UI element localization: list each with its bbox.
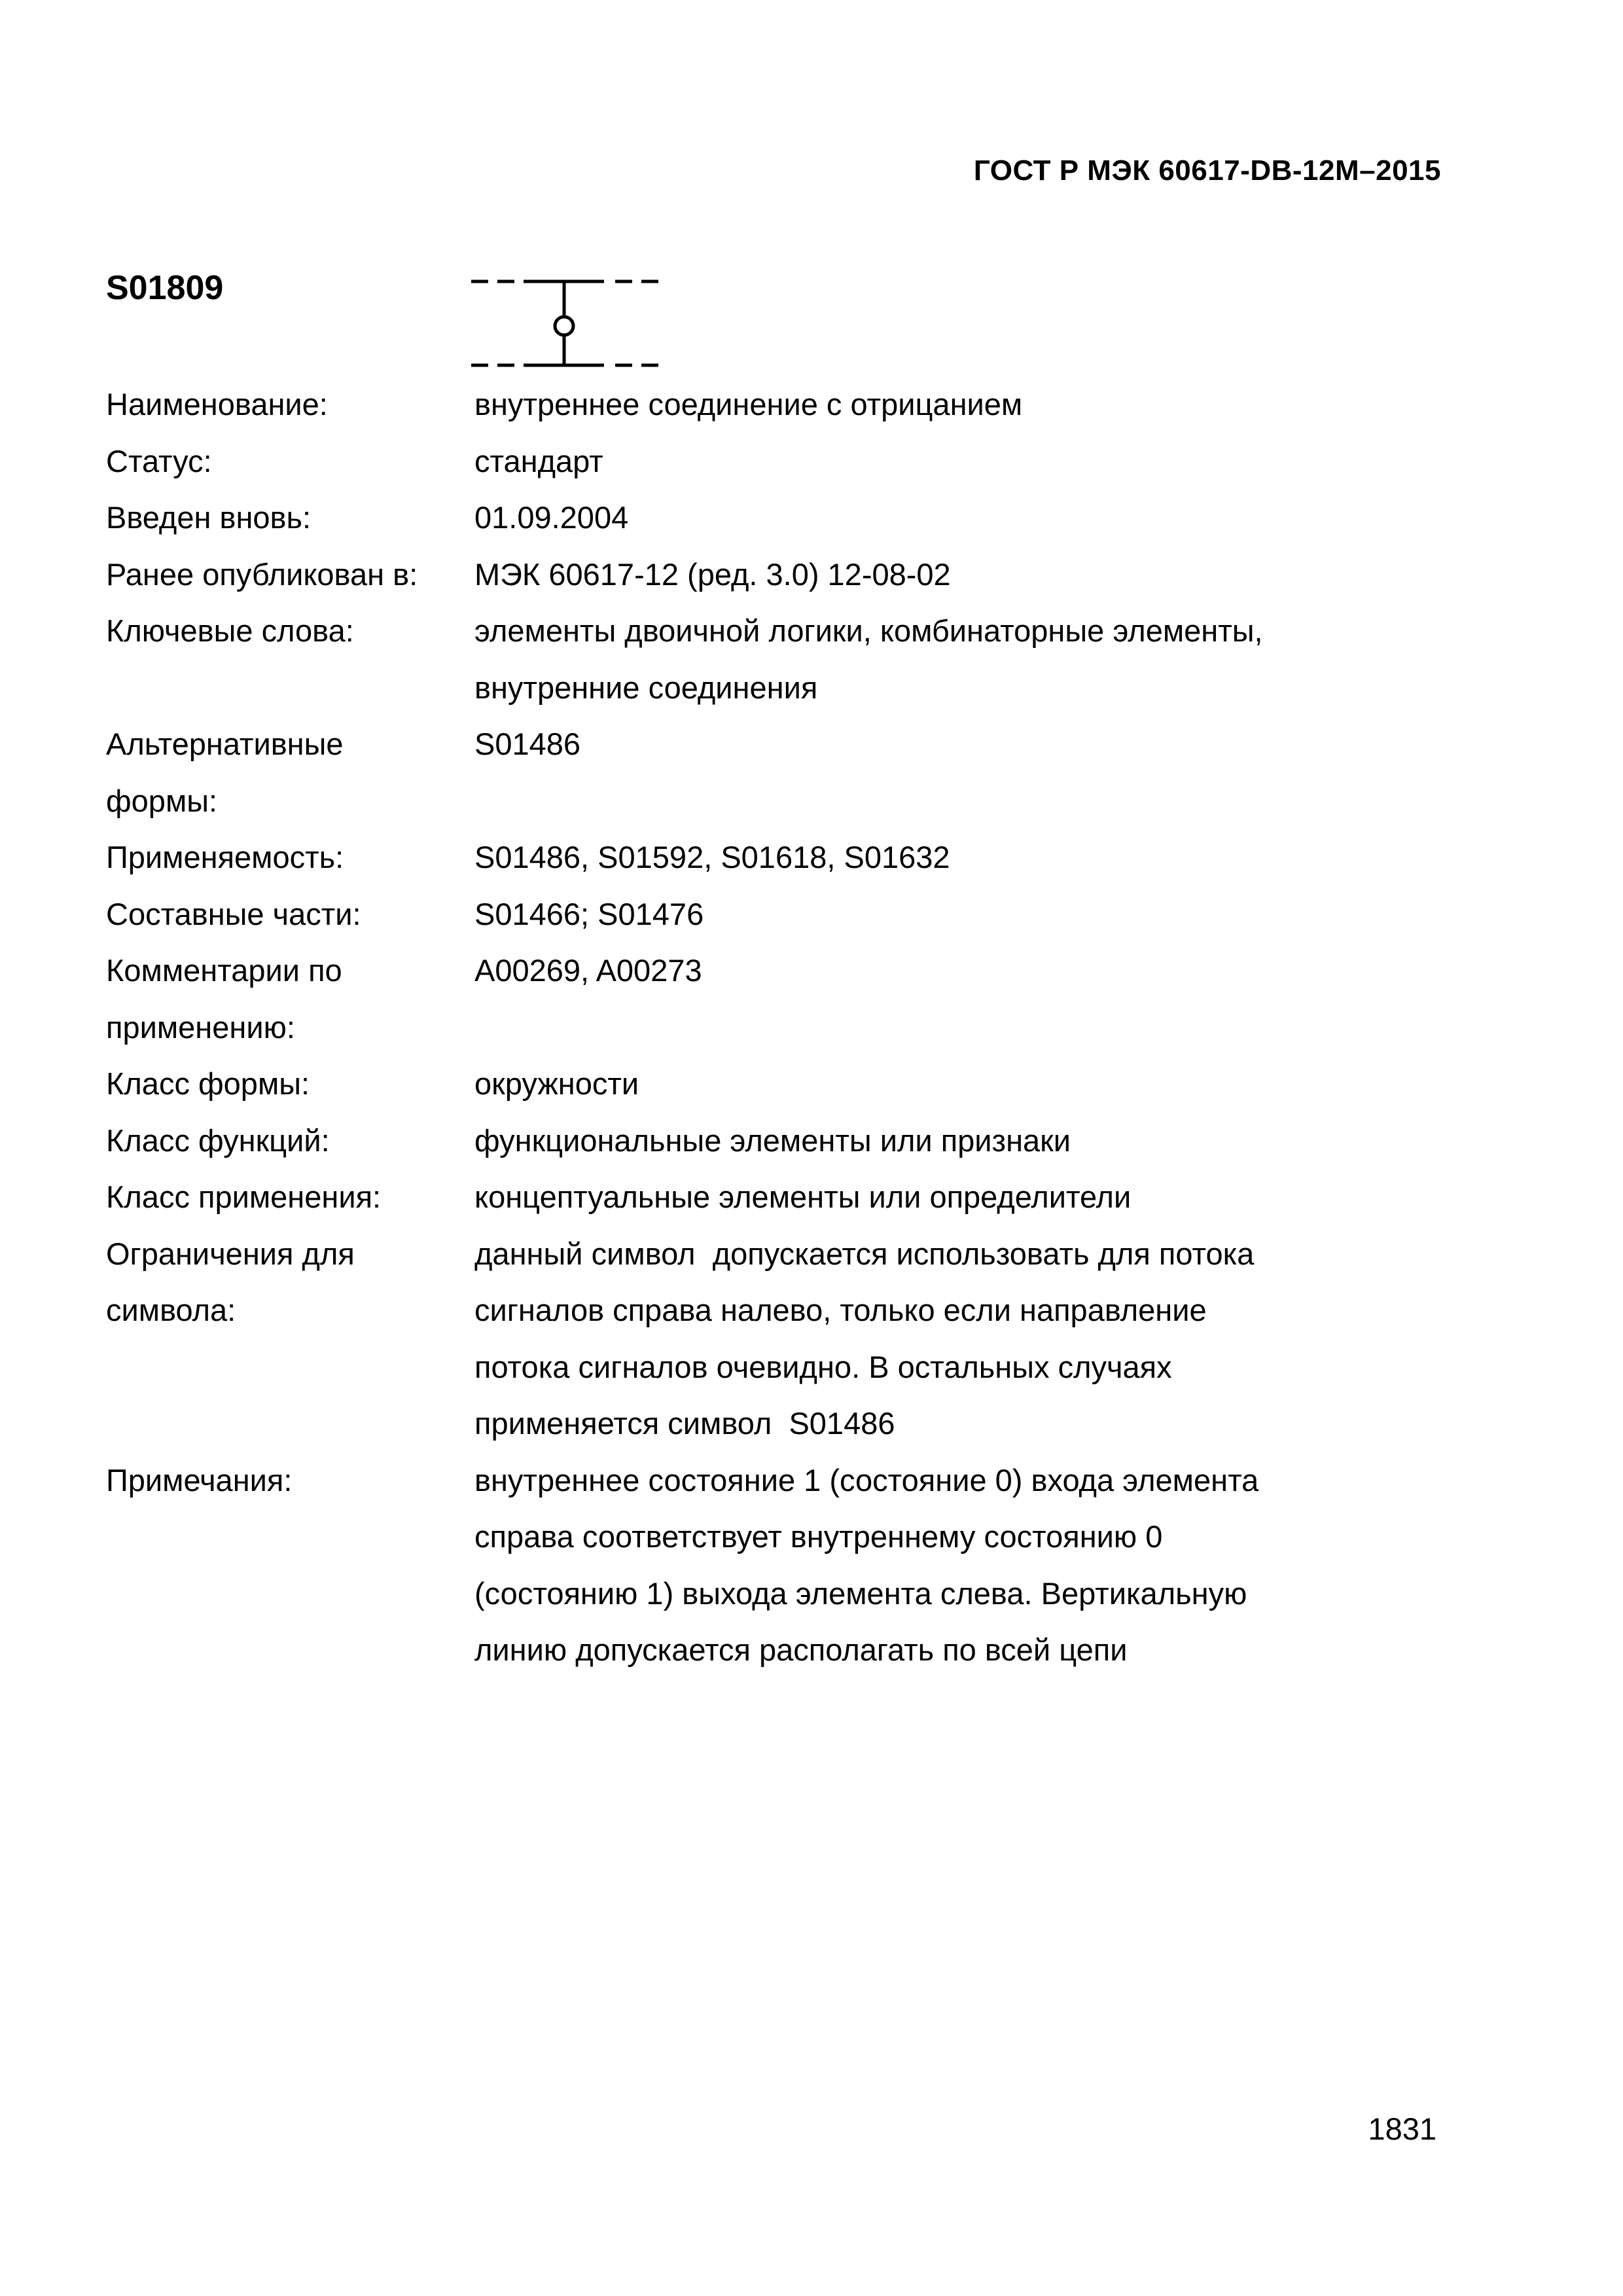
attribute-label xyxy=(106,433,474,490)
attribute-label xyxy=(106,716,474,829)
attribute-value-line: S01466; S01476 xyxy=(474,896,704,931)
attribute-value xyxy=(474,1452,1441,1679)
attribute-row xyxy=(106,829,1441,886)
attribute-value xyxy=(474,376,1441,433)
internal-connection-negation-icon xyxy=(470,267,666,372)
symbol-code: S01809 xyxy=(106,269,224,307)
attribute-label-line: Статус: xyxy=(106,443,212,478)
attribute-list xyxy=(106,376,1441,1679)
attribute-value xyxy=(474,1113,1441,1170)
attribute-label-line: Комментарии по xyxy=(106,953,342,988)
document-standard-header: ГОСТ Р МЭК 60617-DB-12М–2015 xyxy=(973,154,1441,187)
attribute-row xyxy=(106,603,1441,716)
attribute-row xyxy=(106,1169,1441,1226)
attribute-value-line: МЭК 60617-12 (ред. 3.0) 12-08-02 xyxy=(474,556,951,592)
attribute-label xyxy=(106,1226,474,1339)
attribute-row xyxy=(106,376,1441,433)
attribute-label xyxy=(106,547,474,603)
attribute-row xyxy=(106,716,1441,829)
attribute-row xyxy=(106,547,1441,603)
attribute-value-line: S01486 xyxy=(474,726,581,761)
attribute-value xyxy=(474,547,1441,603)
attribute-value xyxy=(474,433,1441,490)
attribute-row xyxy=(106,1226,1441,1452)
attribute-label xyxy=(106,829,474,886)
attribute-label xyxy=(106,376,474,433)
attribute-value-line: внутреннее соединение с отрицанием xyxy=(474,387,1023,422)
attribute-label-line: символа: xyxy=(106,1293,236,1327)
attribute-value-line: окружности xyxy=(474,1066,639,1101)
attribute-label-line: Применяемость: xyxy=(106,840,344,874)
attribute-value xyxy=(474,829,1441,886)
attribute-row xyxy=(106,1113,1441,1170)
attribute-label xyxy=(106,1169,474,1226)
attribute-label xyxy=(106,886,474,943)
attribute-value-line: внутреннее состояние 1 (состояние 0) входа элемента xyxy=(474,1462,1259,1498)
attribute-label-line: Ключевые слова: xyxy=(106,613,354,648)
attribute-label xyxy=(106,490,474,547)
attribute-value-line: внутренние соединения xyxy=(474,670,818,705)
attribute-value-line: справа соответствует внутреннему состоянию 0 xyxy=(474,1519,1163,1554)
attribute-label-line: Составные части: xyxy=(106,896,361,931)
attribute-value-line: данный символ допускается использовать для потока xyxy=(474,1236,1255,1271)
attribute-label-line: Класс функций: xyxy=(106,1122,330,1158)
attribute-label xyxy=(106,603,474,660)
attribute-label-line: формы: xyxy=(106,783,218,818)
attribute-value-line: потока сигналов очевидно. В остальных случаях xyxy=(474,1349,1172,1384)
attribute-value-line: (состоянию 1) выхода элемента слева. Вертикальную xyxy=(474,1575,1247,1611)
attribute-label-line: применению: xyxy=(106,1009,295,1045)
attribute-value xyxy=(474,886,1441,943)
attribute-label-line: Введен вновь: xyxy=(106,500,312,535)
attribute-row xyxy=(106,1056,1441,1113)
attribute-value xyxy=(474,1169,1441,1226)
attribute-value-line: 01.09.2004 xyxy=(474,500,629,535)
attribute-value-line: A00269, A00273 xyxy=(474,953,702,988)
attribute-value-line: применяется символ S01486 xyxy=(474,1406,895,1441)
attribute-value xyxy=(474,490,1441,547)
attribute-value-line: функциональные элементы или признаки xyxy=(474,1122,1071,1158)
attribute-label xyxy=(106,942,474,1056)
attribute-value-line: сигналов справа налево, только если направление xyxy=(474,1293,1207,1327)
attribute-value-line: линию допускается располагать по всей цепи xyxy=(474,1632,1128,1667)
attribute-label-line: Класс формы: xyxy=(106,1066,310,1101)
attribute-row xyxy=(106,490,1441,547)
attribute-value-line: S01486, S01592, S01618, S01632 xyxy=(474,840,950,874)
attribute-row xyxy=(106,886,1441,943)
page-number: 1831 xyxy=(1368,2111,1436,2146)
attribute-value-line: концептуальные элементы или определители xyxy=(474,1179,1132,1214)
attribute-value-line: элементы двоичной логики, комбинаторные элементы, xyxy=(474,613,1263,648)
attribute-value xyxy=(474,603,1441,716)
attribute-value xyxy=(474,716,1441,773)
attribute-label xyxy=(106,1113,474,1170)
symbol-graphic xyxy=(470,267,666,372)
attribute-row xyxy=(106,433,1441,490)
attribute-label-line: Примечания: xyxy=(106,1462,293,1498)
attribute-value xyxy=(474,1056,1441,1113)
attribute-label-line: Ранее опубликован в: xyxy=(106,556,418,592)
attribute-value xyxy=(474,942,1441,999)
attribute-label-line: Ограничения для xyxy=(106,1236,355,1271)
attribute-row xyxy=(106,1452,1441,1679)
attribute-label xyxy=(106,1452,474,1509)
attribute-label-line: Наименование: xyxy=(106,387,328,422)
attribute-label xyxy=(106,1056,474,1113)
attribute-label-line: Класс применения: xyxy=(106,1179,382,1214)
attribute-row xyxy=(106,942,1441,1056)
attribute-value xyxy=(474,1226,1441,1452)
attribute-label-line: Альтернативные xyxy=(106,726,344,761)
attribute-value-line: стандарт xyxy=(474,443,603,478)
